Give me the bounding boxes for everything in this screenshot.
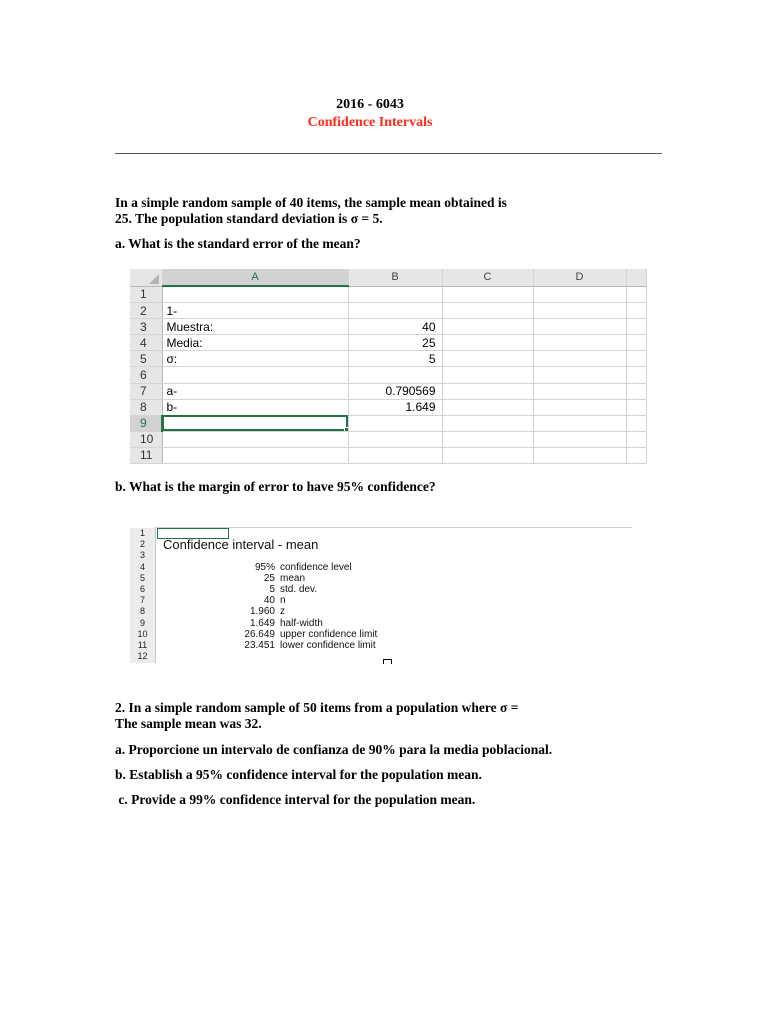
row-number: 7 — [139, 595, 145, 606]
sheet1-row — [130, 303, 646, 319]
cell-d[interactable] — [533, 415, 626, 431]
cell-b[interactable]: 1.649 — [348, 399, 442, 415]
problem1-statement-line2: 25. The population standard deviation is σ = 5. — [115, 211, 383, 226]
problem2-statement-line2: The sample mean was 32. — [115, 716, 262, 731]
column-header-c: C — [442, 269, 533, 286]
cell-e[interactable] — [626, 399, 646, 415]
problem1-statement-line1: In a simple random sample of 40 items, the sample mean obtained is — [115, 195, 507, 210]
cell-d[interactable] — [533, 351, 626, 367]
sheet2-value: 95% — [254, 561, 275, 573]
row-number: 1 — [130, 286, 162, 303]
sheet2-label: mean — [280, 572, 306, 584]
sheet1-row — [130, 431, 646, 447]
cell-b[interactable]: 5 — [348, 351, 442, 367]
row-number: 8 — [130, 399, 162, 415]
cell-e[interactable] — [626, 335, 646, 351]
row-number: 3 — [130, 319, 162, 335]
cell-a[interactable] — [162, 367, 348, 383]
cell-b[interactable] — [348, 286, 442, 303]
row-number: 2 — [139, 539, 145, 550]
sheet2-label: z — [280, 606, 285, 618]
cell-e[interactable] — [626, 431, 646, 447]
row-number: 1 — [139, 528, 145, 538]
sheet2-row — [130, 550, 632, 561]
sheet2-label: half-width — [280, 617, 323, 629]
cell-a[interactable] — [162, 431, 348, 447]
header-divider — [115, 153, 662, 154]
row-number: 5 — [139, 572, 145, 583]
cell-a[interactable]: σ: — [162, 351, 348, 367]
sheet1-row — [130, 447, 646, 463]
sheet2-label: std. dev. — [280, 584, 318, 595]
cell-b[interactable] — [348, 447, 442, 463]
select-all-corner — [130, 269, 162, 286]
cell-a[interactable] — [162, 447, 348, 463]
spreadsheet-screenshot-2 — [130, 527, 632, 663]
problem2-question-b: b. Establish a 95% confidence interval for the population mean. — [115, 767, 482, 782]
sheet2-row — [130, 562, 632, 573]
cell-d[interactable] — [533, 286, 626, 303]
sheet1-row — [130, 367, 646, 383]
row-number: 5 — [130, 351, 162, 367]
cell-a[interactable]: a- — [162, 383, 348, 399]
cell-c[interactable] — [442, 303, 533, 319]
sheet2-heading: Confidence interval - mean — [163, 537, 319, 553]
row-number: 3 — [139, 550, 145, 561]
cell-c[interactable] — [442, 319, 533, 335]
cell-d[interactable] — [533, 303, 626, 319]
row-number: 10 — [130, 431, 162, 447]
cell-b[interactable]: 40 — [348, 319, 442, 335]
sheet2-row — [130, 606, 632, 617]
cell-b[interactable]: 25 — [348, 335, 442, 351]
document-subtitle: Confidence Intervals — [307, 115, 433, 130]
sheet2-value: 5 — [269, 584, 275, 595]
cell-b[interactable] — [348, 431, 442, 447]
sheet2-row — [130, 629, 632, 640]
cell-e[interactable] — [626, 286, 646, 303]
sheet2-value: 1.649 — [249, 617, 275, 629]
sheet2-value: 23.451 — [244, 640, 275, 651]
cell-a[interactable]: Media: — [162, 335, 348, 351]
cursor-icon — [383, 659, 392, 664]
sheet2-value: 25 — [263, 572, 275, 584]
row-number: 11 — [137, 640, 148, 650]
row-number: 8 — [139, 606, 145, 617]
column-header-e — [626, 269, 646, 286]
cell-e[interactable] — [626, 415, 646, 431]
row-number: 9 — [130, 415, 162, 431]
column-header-row — [130, 269, 646, 286]
sheet2-value: 1.960 — [249, 606, 275, 618]
row-number: 4 — [130, 335, 162, 351]
cell-d[interactable] — [533, 447, 626, 463]
row-number: 9 — [139, 617, 145, 628]
cell-a[interactable] — [162, 415, 348, 431]
cell-b[interactable] — [348, 415, 442, 431]
cell-e[interactable] — [626, 383, 646, 399]
row-number: 2 — [130, 303, 162, 319]
cell-b[interactable]: 0.790569 — [348, 383, 442, 399]
cell-c[interactable] — [442, 399, 533, 415]
row-number: 4 — [139, 561, 145, 572]
row-number: 6 — [130, 367, 162, 383]
cell-b[interactable] — [348, 303, 442, 319]
sheet2-row — [130, 640, 632, 651]
sheet2-label: confidence level — [280, 561, 352, 573]
row-number: 10 — [137, 628, 148, 639]
document-code: 2016 - 6043 — [336, 97, 404, 112]
cell-c[interactable] — [442, 447, 533, 463]
cell-a[interactable] — [162, 286, 348, 303]
sheet2-label: upper confidence limit — [280, 628, 378, 640]
cell-a[interactable]: b- — [162, 399, 348, 415]
cell-c[interactable] — [442, 383, 533, 399]
sheet1-row — [130, 286, 646, 303]
cell-d[interactable] — [533, 367, 626, 383]
problem2-question-c: c. Provide a 99% confidence interval for the population mean. — [115, 792, 476, 807]
row-number: 6 — [139, 584, 145, 594]
fill-handle[interactable] — [344, 427, 349, 432]
cell-d[interactable] — [533, 335, 626, 351]
cell-d[interactable] — [533, 399, 626, 415]
cell-d[interactable] — [533, 431, 626, 447]
sheet1-row — [130, 415, 646, 431]
sheet2-label: lower confidence limit — [280, 640, 376, 651]
sheet2-row — [130, 537, 632, 553]
column-header-b: B — [348, 269, 442, 286]
sheet1-row — [130, 335, 646, 351]
sheet2-value: 40 — [263, 595, 275, 607]
column-header-a: A — [162, 269, 348, 286]
column-header-d: D — [533, 269, 626, 286]
cell-e[interactable] — [626, 367, 646, 383]
cell-c[interactable] — [442, 286, 533, 303]
cell-c[interactable] — [442, 415, 533, 431]
cell-c[interactable] — [442, 335, 533, 351]
sheet2-row — [130, 651, 632, 662]
problem1-question-a: a. What is the standard error of the mean? — [115, 236, 361, 251]
sheet2-row — [130, 573, 632, 584]
cell-e[interactable] — [626, 351, 646, 367]
sheet2-label: n — [280, 595, 286, 607]
sheet1-row — [130, 351, 646, 367]
cell-c[interactable] — [442, 367, 533, 383]
cell-b[interactable] — [348, 367, 442, 383]
cell-c[interactable] — [442, 351, 533, 367]
cell-e[interactable] — [626, 303, 646, 319]
sheet2-row — [130, 595, 632, 606]
problem2-question-a: a. Proporcione un intervalo de confianza de 90% para la media poblacional. — [115, 742, 553, 757]
problem1-question-b: b. What is the margin of error to have 95% confidence? — [115, 479, 436, 494]
problem2-statement-line1: 2. In a simple random sample of 50 items from a population where σ = — [115, 700, 519, 715]
cell-e[interactable] — [626, 319, 646, 335]
sheet2-value: 26.649 — [244, 628, 275, 640]
row-number: 12 — [137, 651, 148, 662]
sheet1-row — [130, 383, 646, 399]
cell-a[interactable]: Muestra: — [162, 319, 348, 335]
sheet2-row — [130, 584, 632, 595]
cell-d[interactable] — [533, 383, 626, 399]
cell-d[interactable] — [533, 319, 626, 335]
cell-a[interactable]: 1- — [162, 303, 348, 319]
cell-c[interactable] — [442, 431, 533, 447]
row-number: 11 — [130, 447, 162, 463]
spreadsheet-screenshot-1 — [130, 269, 646, 464]
sheet2-row — [130, 618, 632, 629]
sheet1-row — [130, 399, 646, 415]
cell-e[interactable] — [626, 447, 646, 463]
sheet1-row — [130, 319, 646, 335]
row-number: 7 — [130, 383, 162, 399]
